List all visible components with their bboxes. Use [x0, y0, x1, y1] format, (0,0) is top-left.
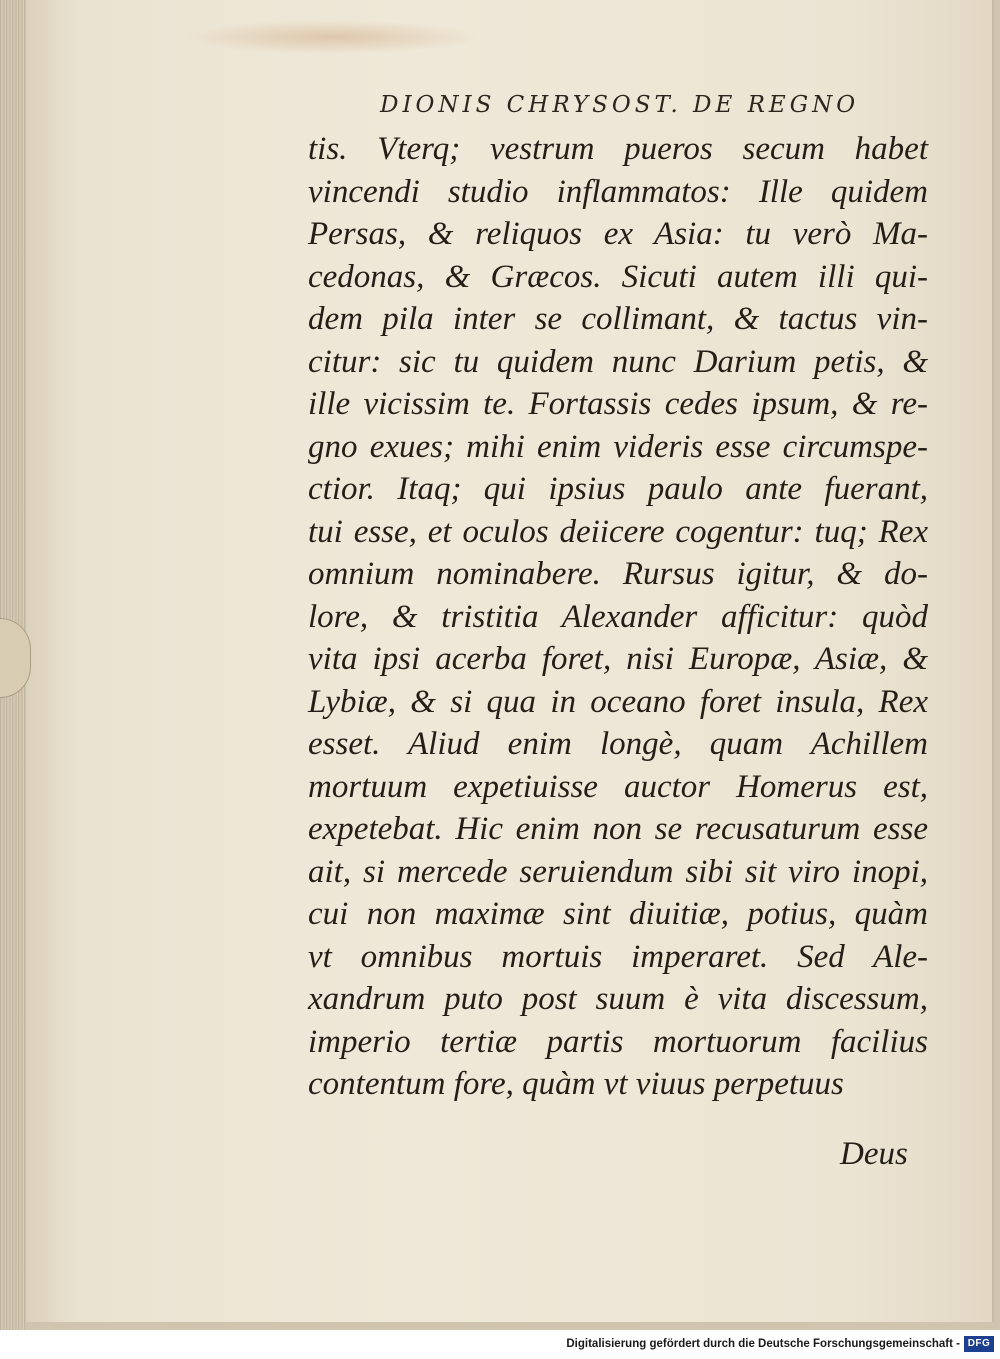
text-line: esset. Aliud enim longè, quam Achillem [308, 726, 928, 762]
text-line: tis. Vterq; vestrum pueros secum habet [308, 131, 928, 167]
text-line: omnium nominabere. Rursus igitur, & do- [308, 556, 928, 592]
funding-footer [0, 1330, 1000, 1359]
text-line: contentum fore, quàm vt viuus perpetuus [308, 1066, 844, 1102]
text-line: mortuum expetiuisse auctor Homerus est, [308, 768, 928, 805]
text-line: cedonas, & Græcos. Sicuti autem illi qui- [308, 258, 928, 295]
text-line: dem pila inter se collimant, & tactus vin- [308, 301, 928, 337]
text-line: vt omnibus mortuis imperaret. Sed Ale- [308, 938, 928, 975]
ink-bleed-through [182, 20, 482, 54]
text-line: ille vicissim te. Fortassis cedes ipsum, & re- [308, 386, 928, 422]
text-line: citur: sic tu quidem nunc Darium petis, & [308, 343, 928, 380]
text-line: vita ipsi acerba foret, nisi Europæ, Asiæ, & [308, 641, 928, 677]
text-line: ctior. Itaq; qui ipsius paulo ante fuerant, [308, 471, 928, 507]
text-line: ait, si mercede seruiendum sibi sit viro inopi, [308, 853, 928, 890]
body-text [308, 128, 928, 1106]
text-line: Lybiæ, & si qua in oceano foret insula, Rex [308, 683, 928, 720]
text-line: imperio tertiæ partis mortuorum facilius [308, 1023, 928, 1060]
catchword: Deus [840, 1136, 908, 1172]
running-header: DIONIS CHRYSOST. DE REGNO [380, 92, 860, 118]
dfg-logo: DFG [964, 1336, 994, 1352]
text-line: tui esse, et oculos deiicere cogentur: tuq; Rex [308, 513, 928, 550]
text-line: lore, & tristitia Alexander afficitur: quòd [308, 598, 928, 635]
text-line: cui non maximæ sint diuitiæ, potius, quàm [308, 896, 928, 932]
funding-notice: Digitalisierung gefördert durch die Deutsche Forschungsgemeinschaft - [566, 1338, 960, 1350]
text-line: vincendi studio inflammatos: Ille quidem [308, 173, 928, 210]
text-line: gno exues; mihi enim videris esse circumspe- [308, 428, 928, 465]
text-line: xandrum puto post suum è vita discessum, [308, 981, 928, 1017]
text-line: expetebat. Hic enim non se recusaturum esse [308, 811, 928, 847]
text-line: Persas, & reliquos ex Asia: tu verò Ma- [308, 216, 928, 252]
book-page [22, 0, 994, 1322]
